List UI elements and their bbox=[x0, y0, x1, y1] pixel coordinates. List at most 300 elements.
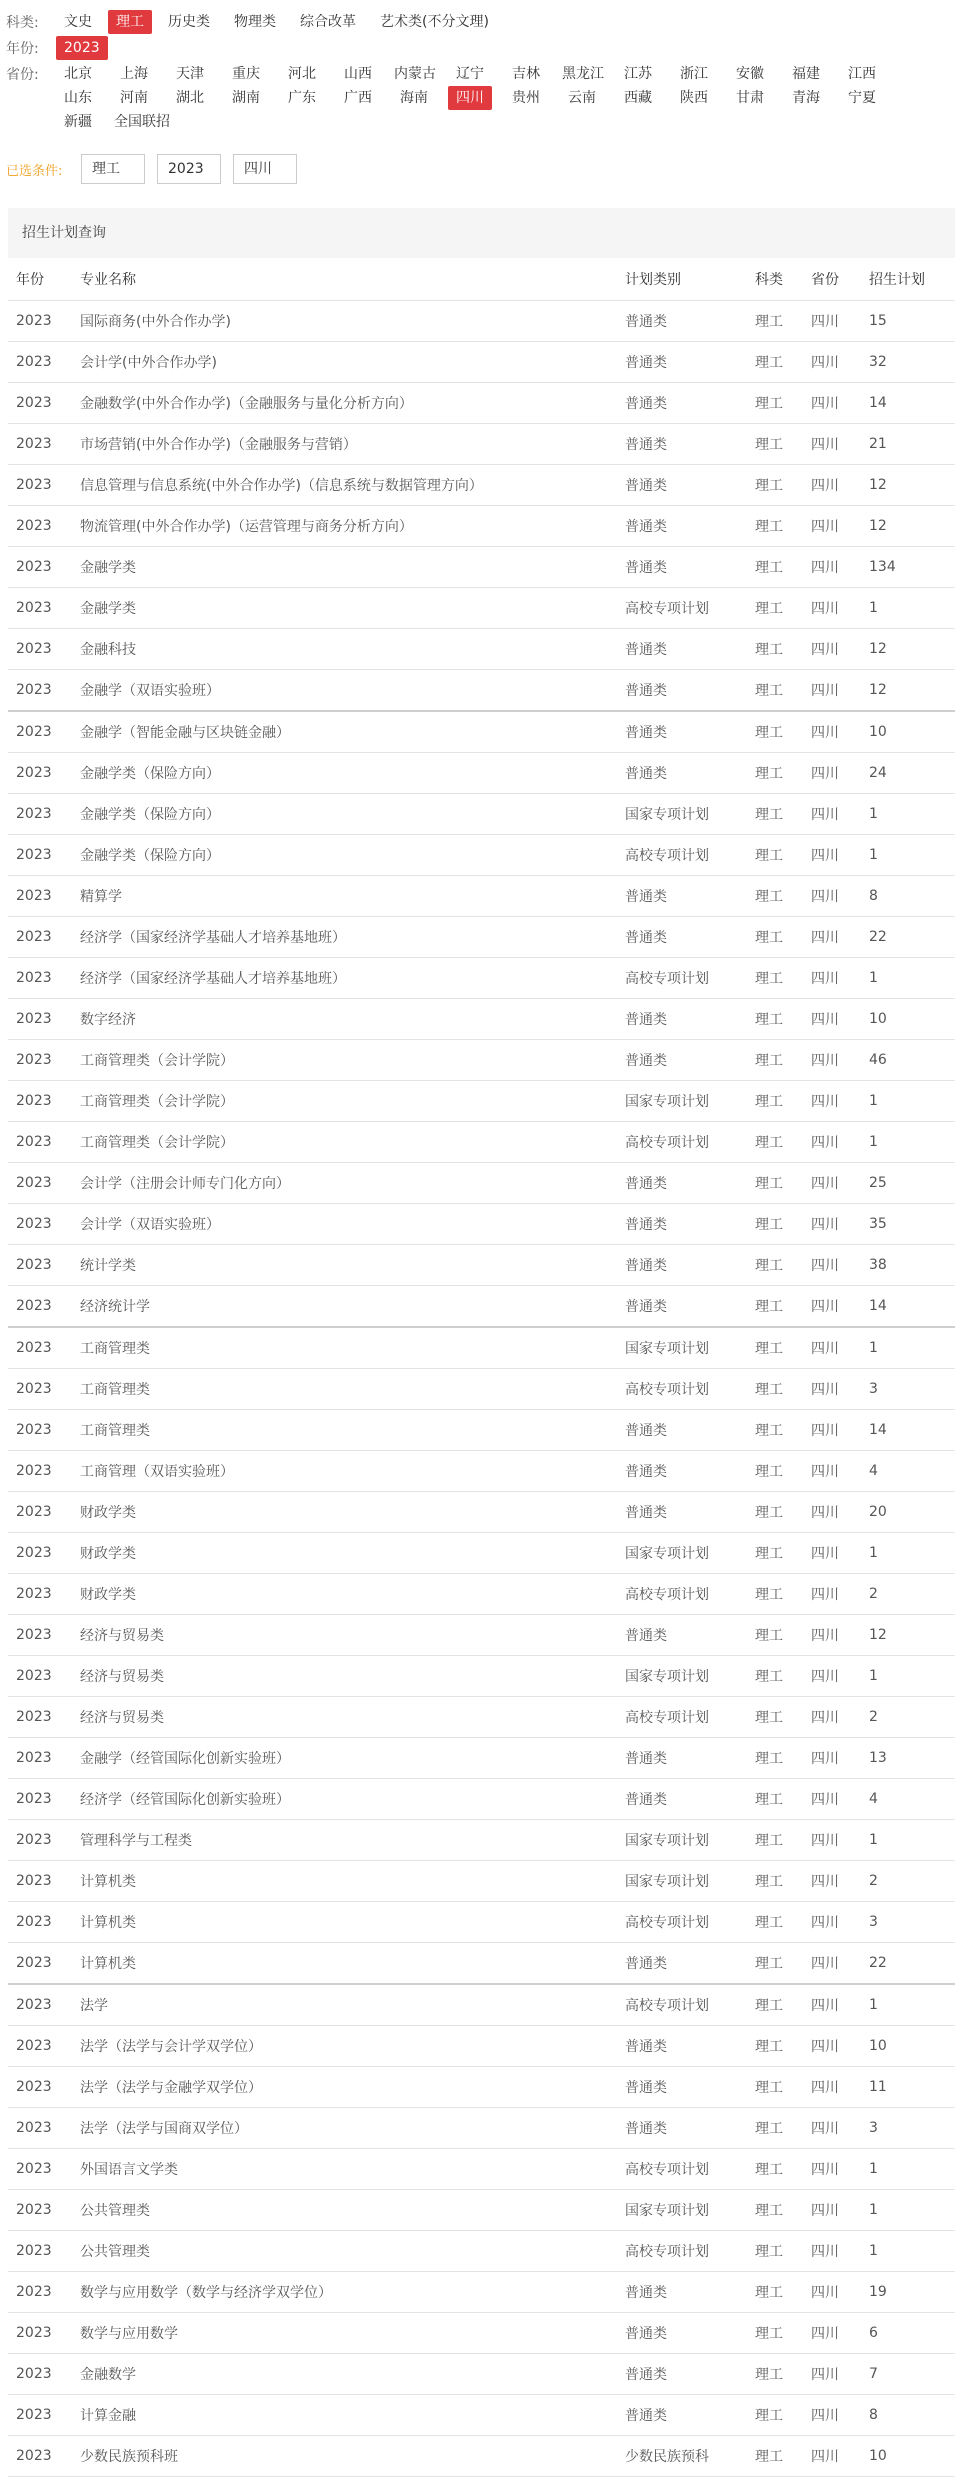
cell-province: 四川 bbox=[803, 1410, 861, 1451]
cell-plan-type: 普通类 bbox=[617, 301, 747, 342]
province-option[interactable]: 山东 bbox=[64, 90, 92, 106]
cell-province: 四川 bbox=[803, 2149, 861, 2190]
table-row bbox=[8, 711, 955, 753]
cell-plan-count: 22 bbox=[861, 917, 955, 958]
cell-plan-type: 普通类 bbox=[617, 2026, 747, 2067]
cell-plan-count: 1 bbox=[861, 588, 955, 629]
cell-year: 2023 bbox=[8, 2354, 72, 2395]
cell-plan-count: 13 bbox=[861, 1738, 955, 1779]
cell-major: 计算机类 bbox=[72, 1902, 617, 1943]
table-row bbox=[8, 876, 955, 917]
cell-subject: 理工 bbox=[747, 1984, 803, 2026]
cell-subject: 理工 bbox=[747, 1245, 803, 1286]
province-option[interactable]: 西藏 bbox=[624, 90, 652, 106]
table-row bbox=[8, 2313, 955, 2354]
cell-major: 经济学（经管国际化创新实验班） bbox=[72, 1779, 617, 1820]
cell-plan-type: 高校专项计划 bbox=[617, 835, 747, 876]
cell-province: 四川 bbox=[803, 670, 861, 712]
cell-major: 金融学类（保险方向） bbox=[72, 794, 617, 835]
cell-province: 四川 bbox=[803, 2026, 861, 2067]
province-option[interactable]: 四川 bbox=[448, 86, 492, 110]
cell-plan-count: 3 bbox=[861, 1902, 955, 1943]
cell-plan-type: 高校专项计划 bbox=[617, 588, 747, 629]
condition-subject[interactable]: 理工 bbox=[81, 154, 145, 184]
cell-plan-count: 14 bbox=[861, 383, 955, 424]
cell-subject: 理工 bbox=[747, 1656, 803, 1697]
cell-year: 2023 bbox=[8, 2272, 72, 2313]
cell-year: 2023 bbox=[8, 1820, 72, 1861]
cell-plan-type: 普通类 bbox=[617, 876, 747, 917]
cell-province: 四川 bbox=[803, 465, 861, 506]
cell-subject: 理工 bbox=[747, 506, 803, 547]
cell-province: 四川 bbox=[803, 2190, 861, 2231]
cell-subject: 理工 bbox=[747, 465, 803, 506]
province-option[interactable]: 河北 bbox=[288, 66, 316, 82]
cell-subject: 理工 bbox=[747, 301, 803, 342]
cell-plan-count: 1 bbox=[861, 2149, 955, 2190]
cell-province: 四川 bbox=[803, 2272, 861, 2313]
cell-major: 金融数学 bbox=[72, 2354, 617, 2395]
year-filter-row bbox=[0, 36, 959, 62]
cell-province: 四川 bbox=[803, 547, 861, 588]
cell-major: 会计学（双语实验班） bbox=[72, 1204, 617, 1245]
cell-subject: 理工 bbox=[747, 547, 803, 588]
cell-plan-count: 4 bbox=[861, 1779, 955, 1820]
cell-plan-count: 38 bbox=[861, 1245, 955, 1286]
cell-province: 四川 bbox=[803, 1943, 861, 1985]
cell-plan-type: 国家专项计划 bbox=[617, 1533, 747, 1574]
cell-province: 四川 bbox=[803, 1738, 861, 1779]
cell-plan-count: 19 bbox=[861, 2272, 955, 2313]
selected-conditions-label: 已选条件: bbox=[6, 163, 63, 179]
table-row bbox=[8, 2108, 955, 2149]
cell-plan-type: 普通类 bbox=[617, 2354, 747, 2395]
cell-plan-count: 3 bbox=[861, 2108, 955, 2149]
cell-plan-type: 普通类 bbox=[617, 547, 747, 588]
cell-year: 2023 bbox=[8, 876, 72, 917]
province-option[interactable]: 重庆 bbox=[232, 66, 260, 82]
cell-plan-type: 国家专项计划 bbox=[617, 1861, 747, 1902]
cell-province: 四川 bbox=[803, 917, 861, 958]
cell-major: 金融学（经管国际化创新实验班） bbox=[72, 1738, 617, 1779]
cell-province: 四川 bbox=[803, 1081, 861, 1122]
cell-plan-count: 1 bbox=[861, 2190, 955, 2231]
table-row bbox=[8, 670, 955, 712]
province-option[interactable]: 天津 bbox=[176, 66, 204, 82]
subject-option[interactable]: 文史 bbox=[64, 14, 92, 30]
table-row bbox=[8, 1204, 955, 1245]
cell-year: 2023 bbox=[8, 1533, 72, 1574]
cell-subject: 理工 bbox=[747, 1369, 803, 1410]
cell-plan-count: 2 bbox=[861, 1861, 955, 1902]
province-option[interactable]: 陕西 bbox=[680, 90, 708, 106]
table-row bbox=[8, 2436, 955, 2477]
cell-year: 2023 bbox=[8, 1369, 72, 1410]
cell-major: 会计学（注册会计师专门化方向） bbox=[72, 1163, 617, 1204]
cell-province: 四川 bbox=[803, 588, 861, 629]
cell-major: 少数民族预科班 bbox=[72, 2436, 617, 2477]
cell-subject: 理工 bbox=[747, 999, 803, 1040]
cell-plan-type: 高校专项计划 bbox=[617, 1697, 747, 1738]
subject-option[interactable]: 理工 bbox=[108, 10, 152, 34]
province-option[interactable]: 江西 bbox=[848, 66, 876, 82]
cell-subject: 理工 bbox=[747, 794, 803, 835]
table-row bbox=[8, 2272, 955, 2313]
cell-major: 工商管理类 bbox=[72, 1327, 617, 1369]
cell-plan-type: 高校专项计划 bbox=[617, 2149, 747, 2190]
cell-year: 2023 bbox=[8, 383, 72, 424]
province-option[interactable]: 云南 bbox=[568, 90, 596, 106]
subject-option[interactable]: 艺术类(不分文理) bbox=[380, 14, 489, 30]
cell-plan-type: 高校专项计划 bbox=[617, 1574, 747, 1615]
cell-plan-count: 1 bbox=[861, 1122, 955, 1163]
cell-plan-type: 普通类 bbox=[617, 1492, 747, 1533]
cell-major: 工商管理类（会计学院） bbox=[72, 1122, 617, 1163]
cell-major: 物流管理(中外合作办学)（运营管理与商务分析方向） bbox=[72, 506, 617, 547]
cell-year: 2023 bbox=[8, 917, 72, 958]
table-row bbox=[8, 2067, 955, 2108]
cell-plan-count: 10 bbox=[861, 2436, 955, 2477]
table-row bbox=[8, 1656, 955, 1697]
province-option[interactable]: 辽宁 bbox=[456, 66, 484, 82]
cell-plan-count: 25 bbox=[861, 1163, 955, 1204]
cell-year: 2023 bbox=[8, 2108, 72, 2149]
subject-option[interactable]: 综合改革 bbox=[300, 14, 356, 30]
cell-plan-count: 3 bbox=[861, 1369, 955, 1410]
cell-subject: 理工 bbox=[747, 2436, 803, 2477]
cell-plan-count: 10 bbox=[861, 2026, 955, 2067]
cell-year: 2023 bbox=[8, 999, 72, 1040]
cell-subject: 理工 bbox=[747, 1040, 803, 1081]
cell-major: 法学（法学与会计学双学位） bbox=[72, 2026, 617, 2067]
cell-year: 2023 bbox=[8, 1574, 72, 1615]
cell-plan-count: 6 bbox=[861, 2313, 955, 2354]
cell-province: 四川 bbox=[803, 1779, 861, 1820]
cell-province: 四川 bbox=[803, 1163, 861, 1204]
cell-plan-count: 1 bbox=[861, 794, 955, 835]
cell-subject: 理工 bbox=[747, 1081, 803, 1122]
cell-subject: 理工 bbox=[747, 2272, 803, 2313]
cell-plan-type: 普通类 bbox=[617, 2108, 747, 2149]
cell-province: 四川 bbox=[803, 876, 861, 917]
header-subject: 科类 bbox=[747, 258, 803, 301]
table-row bbox=[8, 1327, 955, 1369]
cell-plan-count: 1 bbox=[861, 1081, 955, 1122]
cell-plan-count: 12 bbox=[861, 465, 955, 506]
cell-major: 计算机类 bbox=[72, 1943, 617, 1985]
cell-province: 四川 bbox=[803, 1204, 861, 1245]
condition-province[interactable]: 四川 bbox=[233, 154, 297, 184]
cell-province: 四川 bbox=[803, 2354, 861, 2395]
province-option[interactable]: 福建 bbox=[792, 66, 820, 82]
cell-plan-type: 国家专项计划 bbox=[617, 1656, 747, 1697]
cell-year: 2023 bbox=[8, 1122, 72, 1163]
cell-year: 2023 bbox=[8, 835, 72, 876]
cell-plan-type: 普通类 bbox=[617, 2272, 747, 2313]
table-row bbox=[8, 1984, 955, 2026]
cell-year: 2023 bbox=[8, 342, 72, 383]
cell-subject: 理工 bbox=[747, 835, 803, 876]
cell-subject: 理工 bbox=[747, 383, 803, 424]
subject-option[interactable]: 物理类 bbox=[234, 14, 276, 30]
cell-year: 2023 bbox=[8, 1040, 72, 1081]
province-option[interactable]: 贵州 bbox=[512, 90, 540, 106]
header-plan-count: 招生计划 bbox=[861, 258, 955, 301]
table-row bbox=[8, 1163, 955, 1204]
cell-major: 市场营销(中外合作办学)（金融服务与营销） bbox=[72, 424, 617, 465]
province-option[interactable]: 全国联招 bbox=[114, 114, 170, 130]
cell-subject: 理工 bbox=[747, 1327, 803, 1369]
cell-subject: 理工 bbox=[747, 1902, 803, 1943]
cell-plan-type: 普通类 bbox=[617, 424, 747, 465]
cell-year: 2023 bbox=[8, 465, 72, 506]
cell-major: 国际商务(中外合作办学) bbox=[72, 301, 617, 342]
province-option[interactable]: 宁夏 bbox=[848, 90, 876, 106]
cell-major: 公共管理类 bbox=[72, 2190, 617, 2231]
cell-province: 四川 bbox=[803, 711, 861, 753]
cell-plan-type: 普通类 bbox=[617, 711, 747, 753]
table-row bbox=[8, 1369, 955, 1410]
table-row bbox=[8, 1615, 955, 1656]
cell-subject: 理工 bbox=[747, 1492, 803, 1533]
cell-subject: 理工 bbox=[747, 876, 803, 917]
cell-major: 经济统计学 bbox=[72, 1286, 617, 1328]
cell-subject: 理工 bbox=[747, 1286, 803, 1328]
cell-plan-count: 12 bbox=[861, 629, 955, 670]
table-row bbox=[8, 2231, 955, 2272]
province-option[interactable]: 青海 bbox=[792, 90, 820, 106]
province-option[interactable]: 海南 bbox=[400, 90, 428, 106]
province-option[interactable]: 山西 bbox=[344, 66, 372, 82]
cell-subject: 理工 bbox=[747, 1163, 803, 1204]
year-option[interactable]: 2023 bbox=[56, 36, 108, 60]
cell-plan-type: 普通类 bbox=[617, 506, 747, 547]
cell-year: 2023 bbox=[8, 2313, 72, 2354]
cell-year: 2023 bbox=[8, 1410, 72, 1451]
enrollment-plan-table bbox=[8, 258, 955, 2477]
cell-province: 四川 bbox=[803, 629, 861, 670]
condition-year[interactable]: 2023 bbox=[157, 154, 221, 184]
cell-subject: 理工 bbox=[747, 1861, 803, 1902]
cell-plan-count: 4 bbox=[861, 1451, 955, 1492]
table-row bbox=[8, 753, 955, 794]
cell-subject: 理工 bbox=[747, 1697, 803, 1738]
cell-subject: 理工 bbox=[747, 917, 803, 958]
cell-subject: 理工 bbox=[747, 1820, 803, 1861]
province-option[interactable]: 广西 bbox=[344, 90, 372, 106]
cell-plan-type: 普通类 bbox=[617, 1615, 747, 1656]
cell-province: 四川 bbox=[803, 1697, 861, 1738]
cell-major: 金融科技 bbox=[72, 629, 617, 670]
cell-province: 四川 bbox=[803, 1820, 861, 1861]
cell-year: 2023 bbox=[8, 794, 72, 835]
subject-filter-row bbox=[0, 10, 959, 36]
cell-plan-count: 1 bbox=[861, 1820, 955, 1861]
table-row bbox=[8, 958, 955, 999]
province-option[interactable]: 江苏 bbox=[624, 66, 652, 82]
cell-major: 数字经济 bbox=[72, 999, 617, 1040]
province-option[interactable]: 黑龙江 bbox=[562, 66, 604, 82]
province-option[interactable]: 内蒙古 bbox=[394, 66, 436, 82]
cell-plan-type: 普通类 bbox=[617, 1943, 747, 1985]
cell-major: 工商管理（双语实验班） bbox=[72, 1451, 617, 1492]
cell-plan-type: 国家专项计划 bbox=[617, 1081, 747, 1122]
province-option[interactable]: 甘肃 bbox=[736, 90, 764, 106]
cell-plan-count: 24 bbox=[861, 753, 955, 794]
province-option[interactable]: 安徽 bbox=[736, 66, 764, 82]
cell-year: 2023 bbox=[8, 1943, 72, 1985]
cell-plan-count: 134 bbox=[861, 547, 955, 588]
cell-province: 四川 bbox=[803, 506, 861, 547]
cell-major: 经济与贸易类 bbox=[72, 1697, 617, 1738]
cell-province: 四川 bbox=[803, 1327, 861, 1369]
cell-plan-type: 普通类 bbox=[617, 465, 747, 506]
province-filter-label: 省份: bbox=[6, 67, 39, 83]
cell-plan-count: 12 bbox=[861, 670, 955, 712]
cell-plan-count: 1 bbox=[861, 958, 955, 999]
cell-major: 工商管理类 bbox=[72, 1369, 617, 1410]
province-option[interactable]: 新疆 bbox=[64, 114, 92, 130]
cell-subject: 理工 bbox=[747, 2067, 803, 2108]
cell-subject: 理工 bbox=[747, 1738, 803, 1779]
cell-province: 四川 bbox=[803, 999, 861, 1040]
cell-province: 四川 bbox=[803, 1245, 861, 1286]
table-row bbox=[8, 342, 955, 383]
cell-major: 经济学（国家经济学基础人才培养基地班） bbox=[72, 958, 617, 999]
cell-subject: 理工 bbox=[747, 588, 803, 629]
cell-province: 四川 bbox=[803, 1533, 861, 1574]
province-option[interactable]: 河南 bbox=[120, 90, 148, 106]
cell-plan-count: 32 bbox=[861, 342, 955, 383]
cell-subject: 理工 bbox=[747, 629, 803, 670]
cell-province: 四川 bbox=[803, 1040, 861, 1081]
province-option[interactable]: 吉林 bbox=[512, 66, 540, 82]
cell-province: 四川 bbox=[803, 1492, 861, 1533]
province-option[interactable]: 北京 bbox=[64, 66, 92, 82]
cell-year: 2023 bbox=[8, 1245, 72, 1286]
header-province: 省份 bbox=[803, 258, 861, 301]
cell-subject: 理工 bbox=[747, 1451, 803, 1492]
table-body bbox=[8, 301, 955, 2477]
cell-major: 精算学 bbox=[72, 876, 617, 917]
cell-major: 金融学类（保险方向） bbox=[72, 753, 617, 794]
cell-major: 金融数学(中外合作办学)（金融服务与量化分析方向） bbox=[72, 383, 617, 424]
cell-plan-type: 普通类 bbox=[617, 999, 747, 1040]
province-option[interactable]: 湖北 bbox=[176, 90, 204, 106]
cell-year: 2023 bbox=[8, 1738, 72, 1779]
cell-subject: 理工 bbox=[747, 753, 803, 794]
cell-major: 法学（法学与金融学双学位） bbox=[72, 2067, 617, 2108]
cell-plan-type: 普通类 bbox=[617, 1779, 747, 1820]
table-row bbox=[8, 1451, 955, 1492]
table-row bbox=[8, 999, 955, 1040]
cell-plan-count: 35 bbox=[861, 1204, 955, 1245]
cell-year: 2023 bbox=[8, 670, 72, 712]
cell-plan-type: 普通类 bbox=[617, 2313, 747, 2354]
cell-plan-count: 22 bbox=[861, 1943, 955, 1985]
cell-plan-count: 46 bbox=[861, 1040, 955, 1081]
cell-plan-type: 普通类 bbox=[617, 1245, 747, 1286]
cell-major: 法学（法学与国商双学位） bbox=[72, 2108, 617, 2149]
table-row bbox=[8, 1820, 955, 1861]
cell-province: 四川 bbox=[803, 1902, 861, 1943]
cell-major: 金融学（智能金融与区块链金融） bbox=[72, 711, 617, 753]
cell-plan-count: 1 bbox=[861, 1533, 955, 1574]
cell-plan-type: 国家专项计划 bbox=[617, 1820, 747, 1861]
cell-province: 四川 bbox=[803, 835, 861, 876]
table-row bbox=[8, 465, 955, 506]
cell-major: 工商管理类（会计学院） bbox=[72, 1040, 617, 1081]
cell-subject: 理工 bbox=[747, 711, 803, 753]
cell-major: 金融学类 bbox=[72, 588, 617, 629]
cell-major: 外国语言文学类 bbox=[72, 2149, 617, 2190]
cell-major: 数学与应用数学 bbox=[72, 2313, 617, 2354]
cell-year: 2023 bbox=[8, 1615, 72, 1656]
cell-year: 2023 bbox=[8, 1984, 72, 2026]
subject-option[interactable]: 历史类 bbox=[168, 14, 210, 30]
table-row bbox=[8, 506, 955, 547]
table-row bbox=[8, 1040, 955, 1081]
cell-major: 工商管理类 bbox=[72, 1410, 617, 1451]
cell-major: 统计学类 bbox=[72, 1245, 617, 1286]
table-row bbox=[8, 1245, 955, 1286]
cell-plan-count: 15 bbox=[861, 301, 955, 342]
cell-year: 2023 bbox=[8, 1492, 72, 1533]
table-row bbox=[8, 2026, 955, 2067]
province-option[interactable]: 浙江 bbox=[680, 66, 708, 82]
cell-subject: 理工 bbox=[747, 2313, 803, 2354]
province-option[interactable]: 广东 bbox=[288, 90, 316, 106]
cell-major: 管理科学与工程类 bbox=[72, 1820, 617, 1861]
cell-plan-count: 1 bbox=[861, 835, 955, 876]
cell-plan-type: 普通类 bbox=[617, 1410, 747, 1451]
cell-major: 经济与贸易类 bbox=[72, 1615, 617, 1656]
cell-subject: 理工 bbox=[747, 1204, 803, 1245]
cell-plan-count: 1 bbox=[861, 1984, 955, 2026]
cell-province: 四川 bbox=[803, 1861, 861, 1902]
table-row bbox=[8, 1779, 955, 1820]
cell-plan-type: 普通类 bbox=[617, 1451, 747, 1492]
cell-major: 数学与应用数学（数学与经济学双学位） bbox=[72, 2272, 617, 2313]
cell-major: 财政学类 bbox=[72, 1492, 617, 1533]
cell-year: 2023 bbox=[8, 1327, 72, 1369]
cell-year: 2023 bbox=[8, 1656, 72, 1697]
table-row bbox=[8, 588, 955, 629]
cell-year: 2023 bbox=[8, 2190, 72, 2231]
province-option[interactable]: 湖南 bbox=[232, 90, 260, 106]
year-options bbox=[56, 36, 936, 60]
province-option[interactable]: 上海 bbox=[120, 66, 148, 82]
table-row bbox=[8, 424, 955, 465]
selected-conditions bbox=[6, 154, 959, 184]
cell-plan-count: 1 bbox=[861, 2231, 955, 2272]
cell-plan-type: 高校专项计划 bbox=[617, 2231, 747, 2272]
cell-plan-type: 高校专项计划 bbox=[617, 1902, 747, 1943]
cell-subject: 理工 bbox=[747, 2354, 803, 2395]
cell-year: 2023 bbox=[8, 424, 72, 465]
table-row bbox=[8, 2190, 955, 2231]
cell-year: 2023 bbox=[8, 588, 72, 629]
cell-plan-type: 普通类 bbox=[617, 1040, 747, 1081]
cell-province: 四川 bbox=[803, 1984, 861, 2026]
cell-subject: 理工 bbox=[747, 342, 803, 383]
cell-plan-type: 国家专项计划 bbox=[617, 2190, 747, 2231]
province-filter-row bbox=[0, 62, 959, 134]
cell-province: 四川 bbox=[803, 794, 861, 835]
subject-filter-label: 科类: bbox=[6, 15, 39, 31]
cell-major: 计算金融 bbox=[72, 2395, 617, 2436]
cell-major: 公共管理类 bbox=[72, 2231, 617, 2272]
